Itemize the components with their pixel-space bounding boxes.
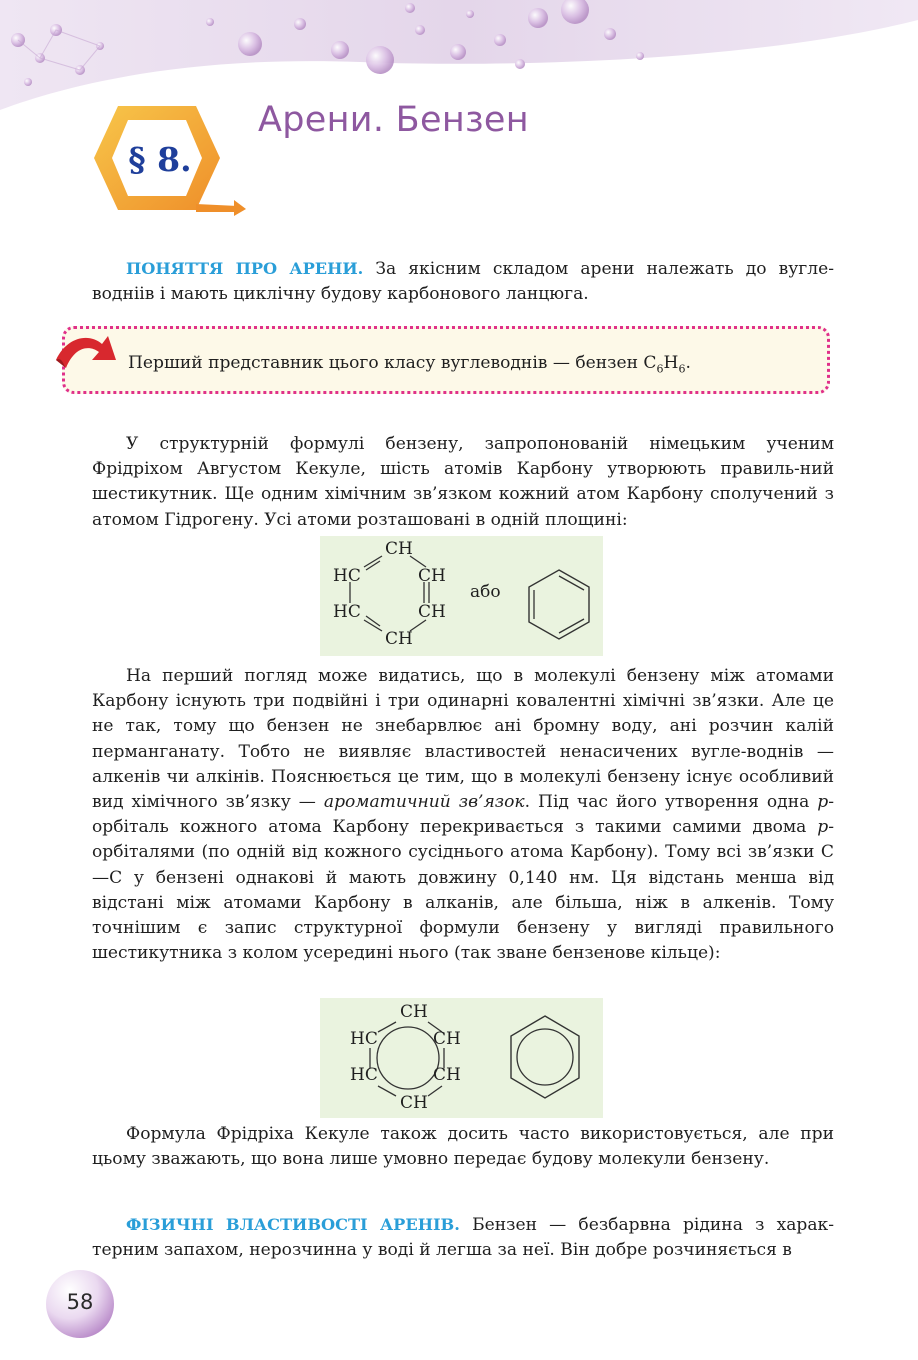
- page-number: 58: [66, 1290, 94, 1314]
- callout-subscript-1: 6: [656, 362, 664, 376]
- paragraph-kekule-usage: Формула Фрідріха Кекуле також досить часто використовується, але при цьому зважають, що вона лише умовно передає будову молекули бензену.: [92, 1124, 834, 1170]
- p-orbital-letter-1: p: [817, 792, 829, 813]
- callout-text: [128, 351, 691, 381]
- ring-label-ch-bottom: CH: [400, 1093, 428, 1113]
- callout-text-end: .: [685, 353, 691, 373]
- ring-label-hc-left-top: HC: [350, 1029, 378, 1049]
- benzene-ring-diagram: [320, 998, 603, 1118]
- heading-concept: ПОНЯТТЯ ПРО АРЕНИ.: [126, 259, 364, 278]
- paragraph-aromatic: [92, 664, 834, 966]
- label-hc-left-bottom: HC: [333, 602, 361, 622]
- label-ch-top: CH: [385, 539, 413, 559]
- label-hc-left-top: HC: [333, 566, 361, 586]
- callout-subscript-2: 6: [678, 362, 686, 376]
- callout-text-main: Перший представник цього класу вуглеводнів — бензен C: [128, 353, 657, 373]
- aromatic-text-1: На перший погляд може видатись, що в молекулі бензену між атомами Карбону існують три подвійні і три одинарні ковалентні хімічні зв’язки. Але це не так, тому що бензен не знебарвлює ані бромну воду, ані розчин калій перманганату. Тобто не виявляє властивостей ненасичених вугле-воднів — алкенів чи алкінів. Пояснюється це тим, що в молекулі бензену існує особливий вид хімічного зв’язку —: [92, 666, 834, 813]
- ring-label-ch-right-top: CH: [433, 1029, 461, 1049]
- ring-label-ch-right-bottom: CH: [433, 1065, 461, 1085]
- aromatic-text-3: -орбіталь кожного атома Карбону перекривається з такими самими двома: [92, 792, 835, 838]
- kekule-structure-diagram: [320, 536, 603, 656]
- aromatic-text-4: -орбіталями (по одній від кожного сусіднього атома Карбону). Тому всі зв’язки С—С у бензені однакові й мають довжину 0,140 нм. Ця відстань менша від відстані між атомами Карбону в алканів, але більша, ніж в алкенів. Тому точнішим є запис структурної формули бензену у вигляді правильного шестикутника з колом усередині нього (так зване бензенове кільце):: [92, 817, 834, 964]
- paragraph-physical-text: Бензен — безбарвна рідина з харак-терним запахом, нерозчинна у воді й легша за неї. Він добре розчиняється в: [92, 1215, 834, 1261]
- red-arrow-icon: [52, 330, 122, 382]
- ring-label-ch-top: CH: [400, 1002, 428, 1022]
- paragraph-kekule: У структурній формулі бензену, запропонованій німецьким ученим Фрідріхом Августом Кекуле, шість атомів Карбону утворюють правиль-ний шестикутник. Ще одним хімічним зв’язком кожний атом Карбону сполучений з атомом Гідрогену. Усі атоми розташовані в одній площині:: [92, 434, 834, 530]
- paragraph-concept-text: За якісним складом арени належать до вугле-водніів і мають циклічну будову карбонового ланцюга.: [92, 259, 834, 305]
- page-title: Арени. Бензен: [258, 100, 529, 140]
- ring-label-hc-left-bottom: HC: [350, 1065, 378, 1085]
- p-orbital-letter-2: p: [817, 817, 829, 838]
- paragraph-physical: [92, 1212, 834, 1263]
- label-ch-right-bottom: CH: [418, 602, 446, 622]
- heading-physical: ФІЗИЧНІ ВЛАСТИВОСТІ АРЕНІВ.: [126, 1215, 460, 1234]
- label-or: або: [470, 582, 501, 602]
- aromatic-bond-term: ароматичний зв’язок: [323, 792, 525, 813]
- aromatic-text-2: . Під час його утворення одна: [524, 792, 818, 813]
- callout-text-h: H: [663, 353, 679, 373]
- paragraph-concept: [92, 256, 834, 307]
- section-number: § 8.: [128, 140, 192, 179]
- label-ch-bottom: CH: [385, 629, 413, 649]
- label-ch-right-top: CH: [418, 566, 446, 586]
